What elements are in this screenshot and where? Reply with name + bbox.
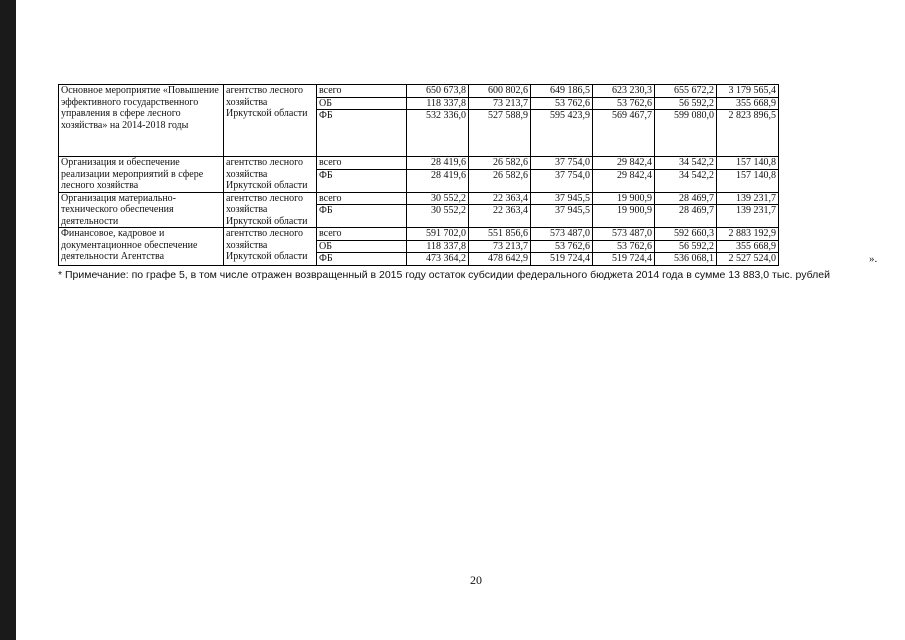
value-cell: 28 419,6 [407,157,469,170]
table-footnote: * Примечание: по графе 5, в том числе отражен возвращенный в 2015 году остаток субсидии федерального бюджета 2014 года в сумме 13 883,0 тыс. рублей [58,269,830,281]
activity-name: Организация и обеспечение реализации мероприятий в сфере лесного хозяйства [59,157,224,193]
value-cell: 573 487,0 [593,228,655,241]
value-cell: 53 762,6 [531,240,593,253]
scan-edge-bar [0,0,16,640]
closing-quote-mark: ». [869,253,878,265]
funding-source: ФБ [317,253,407,266]
value-cell: 30 552,2 [407,205,469,228]
value-cell: 569 467,7 [593,110,655,157]
total-cell: 2 883 192,9 [717,228,779,241]
activity-name: Организация материально-технического обеспечения деятельности [59,192,224,228]
value-cell: 53 762,6 [593,97,655,110]
value-cell: 623 230,3 [593,85,655,98]
funding-source: ОБ [317,97,407,110]
value-cell: 37 754,0 [531,157,593,170]
responsible-executor: агентство лесного хозяйства Иркутской области [224,228,317,266]
table-row [59,157,779,170]
value-cell: 28 419,6 [407,169,469,192]
responsible-executor: агентство лесного хозяйства Иркутской области [224,157,317,193]
total-cell: 355 668,9 [717,240,779,253]
total-cell: 2 823 896,5 [717,110,779,157]
table-row [59,192,779,205]
total-cell: 157 140,8 [717,157,779,170]
value-cell: 73 213,7 [469,240,531,253]
value-cell: 595 423,9 [531,110,593,157]
value-cell: 37 754,0 [531,169,593,192]
value-cell: 56 592,2 [655,240,717,253]
funding-source: всего [317,157,407,170]
value-cell: 591 702,0 [407,228,469,241]
funding-source: всего [317,228,407,241]
responsible-executor: агентство лесного хозяйства Иркутской области [224,192,317,228]
value-cell: 473 364,2 [407,253,469,266]
value-cell: 30 552,2 [407,192,469,205]
value-cell: 649 186,5 [531,85,593,98]
value-cell: 34 542,2 [655,157,717,170]
value-cell: 536 068,1 [655,253,717,266]
value-cell: 519 724,4 [531,253,593,266]
value-cell: 519 724,4 [593,253,655,266]
value-cell: 34 542,2 [655,169,717,192]
value-cell: 655 672,2 [655,85,717,98]
value-cell: 592 660,3 [655,228,717,241]
value-cell: 600 802,6 [469,85,531,98]
value-cell: 532 336,0 [407,110,469,157]
value-cell: 73 213,7 [469,97,531,110]
total-cell: 355 668,9 [717,97,779,110]
value-cell: 56 592,2 [655,97,717,110]
value-cell: 573 487,0 [531,228,593,241]
funding-source: всего [317,192,407,205]
value-cell: 22 363,4 [469,192,531,205]
funding-source: ФБ [317,205,407,228]
value-cell: 19 900,9 [593,192,655,205]
funding-source: ФБ [317,169,407,192]
value-cell: 118 337,8 [407,240,469,253]
value-cell: 28 469,7 [655,205,717,228]
value-cell: 650 673,8 [407,85,469,98]
total-cell: 2 527 524,0 [717,253,779,266]
funding-source: всего [317,85,407,98]
value-cell: 22 363,4 [469,205,531,228]
value-cell: 29 842,4 [593,157,655,170]
total-cell: 139 231,7 [717,205,779,228]
value-cell: 551 856,6 [469,228,531,241]
table-row [59,228,779,241]
value-cell: 118 337,8 [407,97,469,110]
total-cell: 3 179 565,4 [717,85,779,98]
funding-source: ФБ [317,110,407,157]
value-cell: 37 945,5 [531,192,593,205]
value-cell: 53 762,6 [593,240,655,253]
budget-table [58,84,779,266]
value-cell: 26 582,6 [469,157,531,170]
value-cell: 478 642,9 [469,253,531,266]
value-cell: 527 588,9 [469,110,531,157]
total-cell: 139 231,7 [717,192,779,205]
value-cell: 53 762,6 [531,97,593,110]
activity-name: Основное мероприятие «Повышение эффективного государственного управления в сфере лесного хозяйства» на 2014-2018 годы [59,85,224,157]
value-cell: 599 080,0 [655,110,717,157]
total-cell: 157 140,8 [717,169,779,192]
value-cell: 28 469,7 [655,192,717,205]
value-cell: 26 582,6 [469,169,531,192]
activity-name: Финансовое, кадровое и документационное обеспечение деятельности Агентства [59,228,224,266]
value-cell: 37 945,5 [531,205,593,228]
page-number: 20 [470,573,482,587]
funding-source: ОБ [317,240,407,253]
value-cell: 19 900,9 [593,205,655,228]
value-cell: 29 842,4 [593,169,655,192]
table-row [59,85,779,98]
responsible-executor: агентство лесного хозяйства Иркутской области [224,85,317,157]
